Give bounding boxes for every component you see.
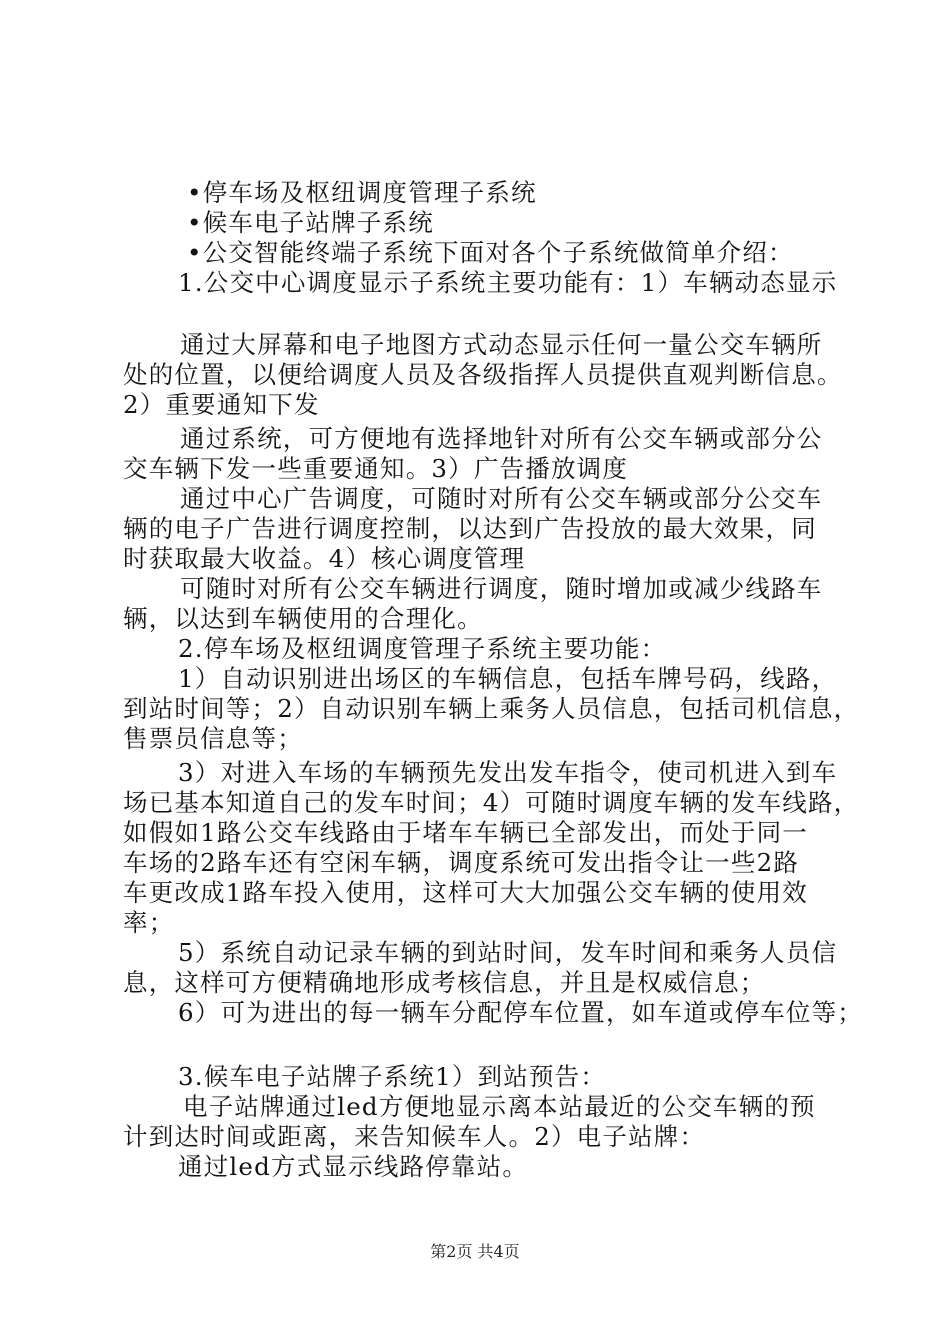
section-heading-1: 1.公交中心调度显示子系统主要功能有：1）车辆动态显示 <box>178 268 838 297</box>
paragraph-line: 售票员信息等； <box>123 724 303 753</box>
paragraph-line: 电子站牌通过led方便地显示离本站最近的公交车辆的预 <box>183 1092 816 1121</box>
paragraph-line: 通过系统，可方便地有选择地针对所有公交车辆或部分公 <box>180 424 823 453</box>
paragraph-line: 通过中心广告调度，可随时对所有公交车辆或部分公交车 <box>180 484 823 513</box>
paragraph-line: 如假如1路公交车线路由于堵车车辆已全部发出，而处于同一 <box>123 818 808 847</box>
paragraph-line: 交车辆下发一些重要通知。3）广告播放调度 <box>123 454 629 483</box>
paragraph-line: 率； <box>123 908 175 937</box>
paragraph-line: 时获取最大收益。4）核心调度管理 <box>123 544 526 573</box>
paragraph-line: 通过大屏幕和电子地图方式动态显示任何一量公交车辆所 <box>180 330 823 359</box>
paragraph-line: 通过led方式显示线路停靠站。 <box>178 1152 529 1181</box>
paragraph-line: 6）可为进出的每一辆车分配停车位置，如车道或停车位等； <box>178 998 863 1027</box>
paragraph-line: 辆的电子广告进行调度控制，以达到广告投放的最大效果，同 <box>123 514 817 543</box>
paragraph-line: 1）自动识别进出场区的车辆信息，包括车牌号码，线路， <box>178 664 838 693</box>
paragraph-line: 场已基本知道自己的发车时间；4）可随时调度车辆的发车线路， <box>123 788 860 817</box>
section-heading-2: 2.停车场及枢纽调度管理子系统主要功能： <box>178 634 667 663</box>
page-footer: 第2页 共4页 <box>430 1242 520 1261</box>
bullet-item-parking: •停车场及枢纽调度管理子系统 <box>187 178 537 207</box>
section-heading-3: 3.候车电子站牌子系统1）到站预告： <box>178 1062 607 1091</box>
paragraph-line: 计到达时间或距离，来告知候车人。2）电子站牌： <box>123 1122 706 1151</box>
paragraph-line: 处的位置，以便给调度人员及各级指挥人员提供直观判断信息。 <box>123 360 843 389</box>
paragraph-line: 息，这样可方便精确地形成考核信息，并且是权威信息； <box>123 968 766 997</box>
paragraph-line: 2）重要通知下发 <box>123 390 320 419</box>
paragraph-line: 3）对进入车场的车辆预先发出发车指令，使司机进入到车 <box>178 758 838 787</box>
bullet-item-station-sign: •候车电子站牌子系统 <box>187 208 434 237</box>
paragraph-line: 5）系统自动记录车辆的到站时间，发车时间和乘务人员信 <box>178 938 838 967</box>
paragraph-line: 到站时间等；2）自动识别车辆上乘务人员信息，包括司机信息， <box>123 694 860 723</box>
paragraph-line: 车场的2路车还有空闲车辆，调度系统可发出指令让一些2路 <box>123 848 800 877</box>
paragraph-line: 可随时对所有公交车辆进行调度，随时增加或减少线路车 <box>180 574 823 603</box>
paragraph-line: 辆，以达到车辆使用的合理化。 <box>123 604 483 633</box>
paragraph-line: 车更改成1路车投入使用，这样可大大加强公交车辆的使用效 <box>123 878 808 907</box>
bullet-item-terminal: •公交智能终端子系统下面对各个子系统做简单介绍： <box>187 238 794 267</box>
